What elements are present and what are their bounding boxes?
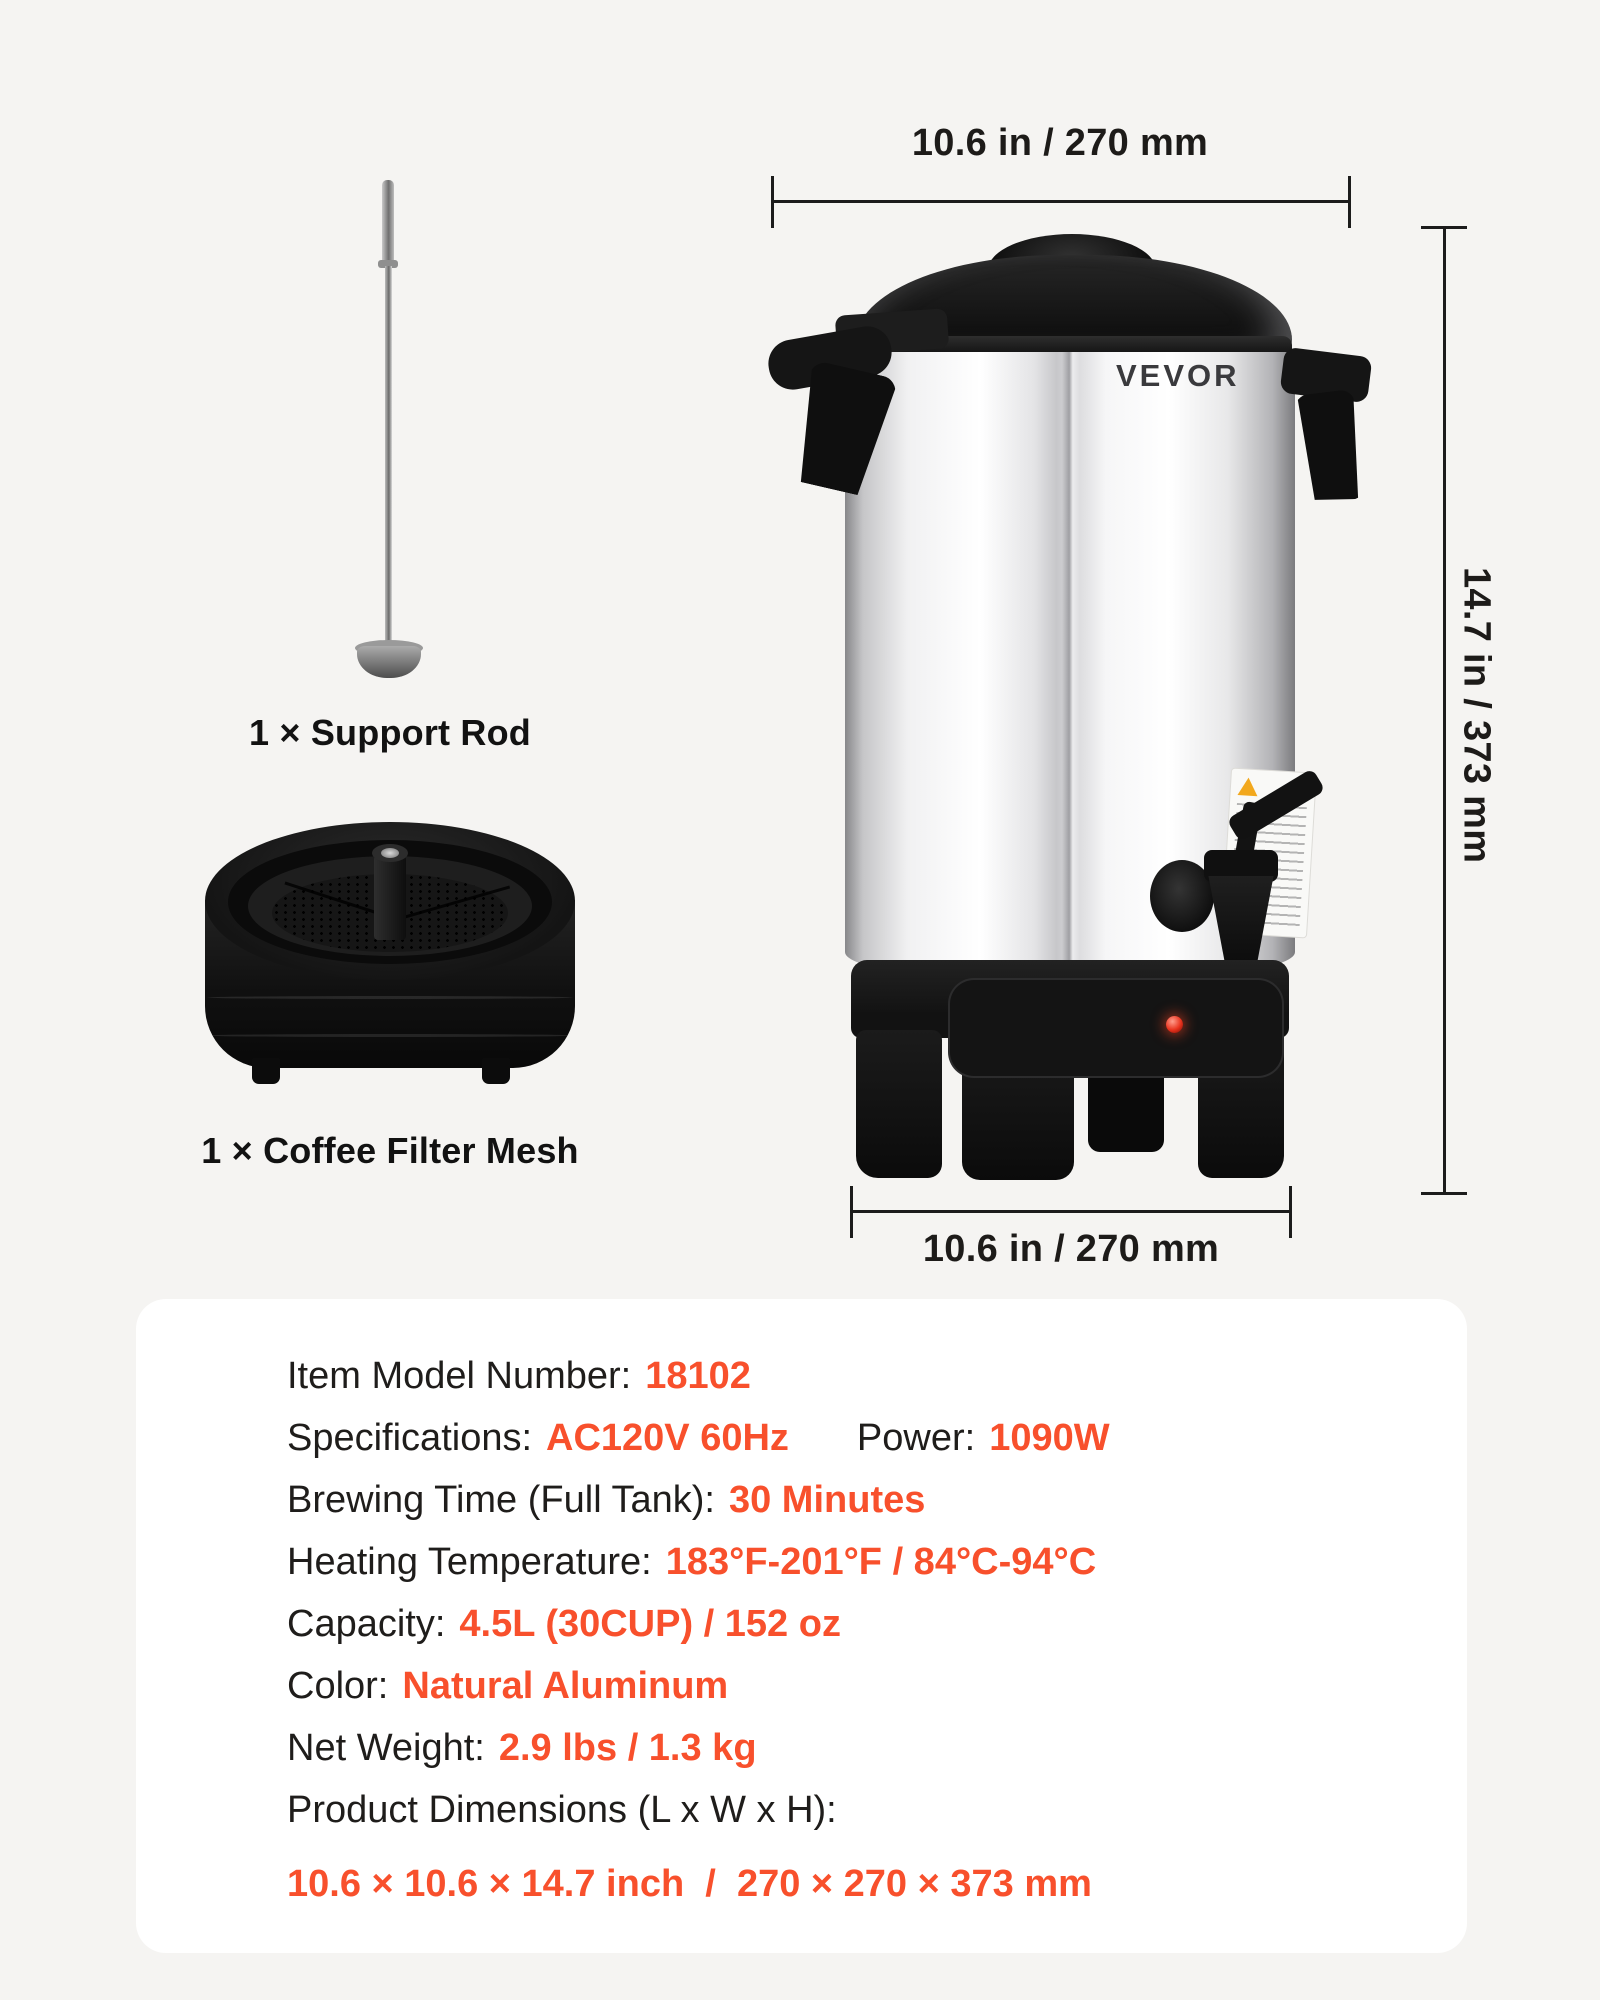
spec-label: Capacity: xyxy=(287,1603,446,1645)
spec-row-model xyxy=(287,1345,1467,1407)
spec-value: AC120V 60Hz xyxy=(546,1417,789,1459)
spec-label: Product Dimensions (L x W x H): xyxy=(287,1789,837,1831)
filter-basket-post-hole xyxy=(381,848,399,858)
support-rod-sleeve xyxy=(382,180,394,264)
spec-row-dimension-values xyxy=(287,1853,1467,1915)
top-width-right-tick xyxy=(1348,176,1351,228)
filter-basket-groove xyxy=(207,1034,573,1037)
filter-mesh-label: 1 × Coffee Filter Mesh xyxy=(201,1130,579,1171)
right-handle-grip xyxy=(1294,389,1367,505)
height-dimension-label: 14.7 in / 373 mm xyxy=(1455,566,1498,864)
top-width-dimension-line xyxy=(772,200,1350,203)
spec-row-color xyxy=(287,1655,1467,1717)
warning-triangle-icon xyxy=(1237,777,1258,796)
base-width-dimension-label: 10.6 in / 270 mm xyxy=(922,1228,1220,1270)
height-bottom-tick xyxy=(1421,1192,1467,1195)
spec-row-specifications-power xyxy=(287,1407,1467,1469)
spec-value: 1090W xyxy=(989,1417,1110,1459)
spec-panel xyxy=(136,1299,1467,1953)
spec-label: Specifications: xyxy=(287,1417,533,1459)
spec-value: 30 Minutes xyxy=(728,1479,926,1521)
urn-leg-left xyxy=(856,1030,942,1178)
filter-basket-foot xyxy=(482,1058,510,1084)
top-width-left-tick xyxy=(771,176,774,228)
base-width-dimension-line xyxy=(851,1210,1291,1213)
support-rod-stem xyxy=(385,266,392,656)
urn-base-front-panel xyxy=(948,978,1284,1078)
brand-logo: VEVOR xyxy=(1116,358,1240,393)
filter-basket-groove xyxy=(207,996,573,999)
spec-label: Heating Temperature: xyxy=(287,1541,652,1583)
filter-basket-center-post xyxy=(374,852,406,940)
spec-row-heating-temperature xyxy=(287,1531,1467,1593)
height-dimension-line xyxy=(1443,226,1446,1195)
spec-value: 2.9 lbs / 1.3 kg xyxy=(498,1727,757,1769)
power-indicator-light xyxy=(1166,1016,1183,1033)
spec-label: Brewing Time (Full Tank): xyxy=(287,1479,715,1521)
spec-value: 18102 xyxy=(645,1355,751,1397)
urn-body-seam xyxy=(1062,352,1080,978)
filter-basket-foot xyxy=(252,1058,280,1084)
spec-label: Power: xyxy=(856,1417,976,1459)
spec-value: 4.5L (30CUP) / 152 oz xyxy=(459,1603,841,1645)
spec-row-product-dimensions xyxy=(287,1779,1467,1841)
spec-value: 183°F-201°F / 84°C-94°C xyxy=(665,1541,1097,1583)
support-rod-label: 1 × Support Rod xyxy=(249,712,531,753)
spec-label: Color: xyxy=(287,1665,389,1707)
spec-row-brewing-time xyxy=(287,1469,1467,1531)
spec-row-net-weight xyxy=(287,1717,1467,1779)
height-top-tick xyxy=(1421,226,1467,229)
spec-row-capacity xyxy=(287,1593,1467,1655)
spec-value: 10.6 × 10.6 × 14.7 inch / 270 × 270 × 373 mm xyxy=(287,1863,1092,1905)
support-rod-cup xyxy=(357,646,421,678)
spec-label: Net Weight: xyxy=(287,1727,485,1769)
top-width-dimension-label: 10.6 in / 270 mm xyxy=(911,122,1209,164)
spec-label: Item Model Number: xyxy=(287,1355,632,1397)
spec-value: Natural Aluminum xyxy=(402,1665,729,1707)
